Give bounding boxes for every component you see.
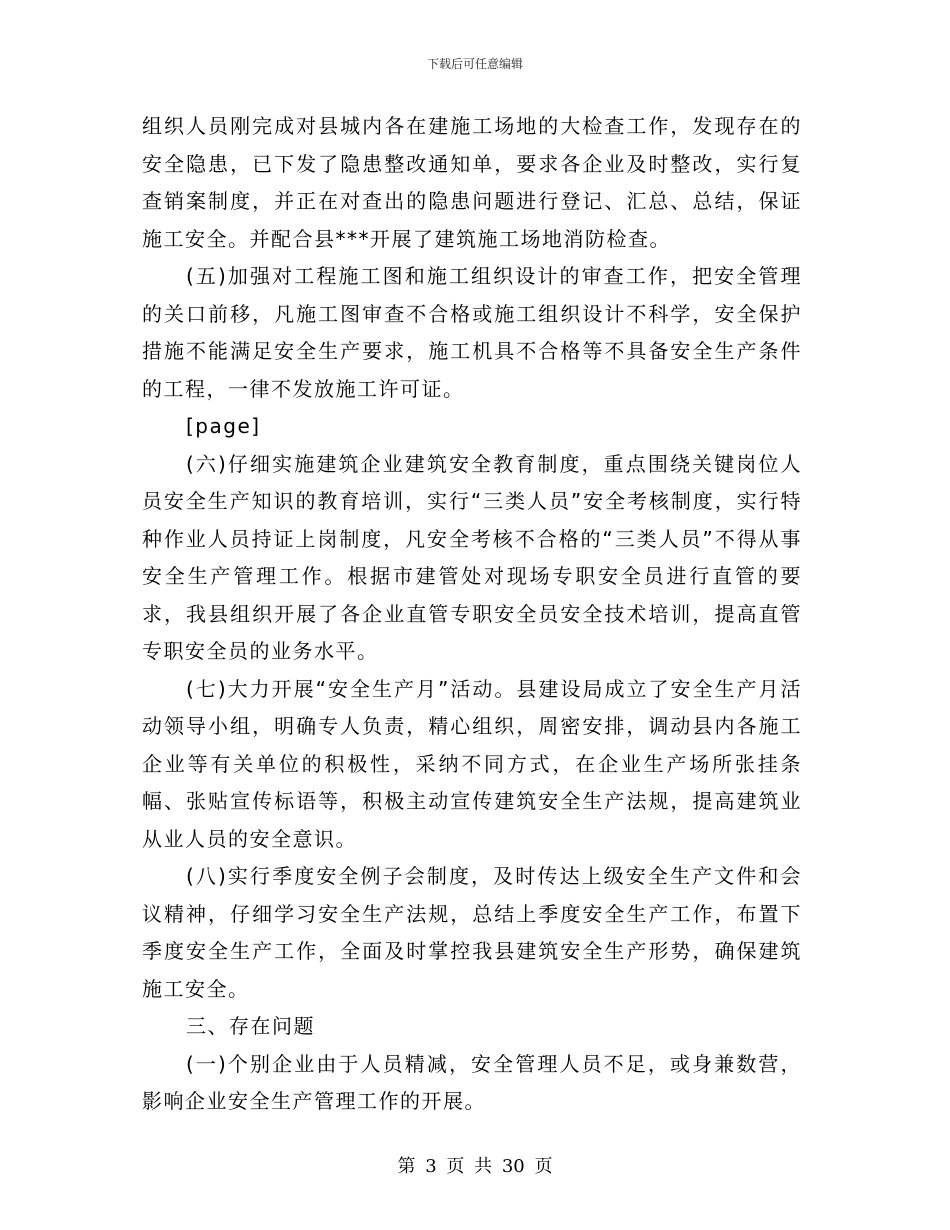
paragraph-item-8: (八)实行季度安全例子会制度，及时传达上级安全生产文件和会议精神，仔细学习安全生产法规，总结上季度安全生产工作，布置下季度安全生产工作，全面及时掌控我县建筑安全生产形势，确保建筑施工安全。 bbox=[142, 864, 802, 1001]
paragraph-item-6: (六)仔细实施建筑企业建筑安全教育制度，重点围绕关键岗位人员安全生产知识的教育培训，实行“三类人员”安全考核制度，实行特种作业人员持证上岗制度，凡安全考核不合格的“三类人员”不得从事安全生产管理工作。根据市建管处对现场专职安全员进行直管的要求，我县组织开展了各企业直管专职安全员安全技术培训，提高直管专职安全员的业务水平。 bbox=[142, 451, 802, 663]
header-note: 下载后可任意编辑 bbox=[426, 57, 523, 71]
paragraph-issue-1: (一)个别企业由于人员精减，安全管理人员不足，或身兼数营，影响企业安全生产管理工作的开展。 bbox=[142, 1051, 802, 1113]
paragraph-item-7: (七)大力开展“安全生产月”活动。县建设局成立了安全生产月活动领导小组，明确专人负责，精心组织，周密安排，调动县内各施工企业等有关单位的积极性，采纳不同方式，在企业生产场所张挂条幅、张贴宣传标语等，积极主动宣传建筑安全生产法规，提高建筑业从业人员的安全意识。 bbox=[142, 676, 802, 851]
paragraph-item-5: (五)加强对工程施工图和施工组织设计的审查工作，把安全管理的关口前移，凡施工图审查不合格或施工组织设计不科学，安全保护措施不能满足安全生产要求，施工机具不合格等不具备安全生产条件的工程，一律不发放施工许可证。 bbox=[142, 264, 802, 401]
page-marker: [page] bbox=[186, 414, 261, 438]
document-body bbox=[142, 108, 802, 1121]
section-heading: 三、存在问题 bbox=[186, 1014, 315, 1038]
paragraph-continuation: 组织人员刚完成对县城内各在建施工场地的大检查工作，发现存在的安全隐患，已下发了隐患整改通知单，要求各企业及时整改，实行复查销案制度，并正在对查出的隐患问题进行登记、汇总、总结，保证施工安全。并配合县***开展了建筑施工场地消防检查。 bbox=[142, 114, 802, 251]
page-number-footer: 第 3 页 共 30 页 bbox=[397, 1156, 553, 1177]
